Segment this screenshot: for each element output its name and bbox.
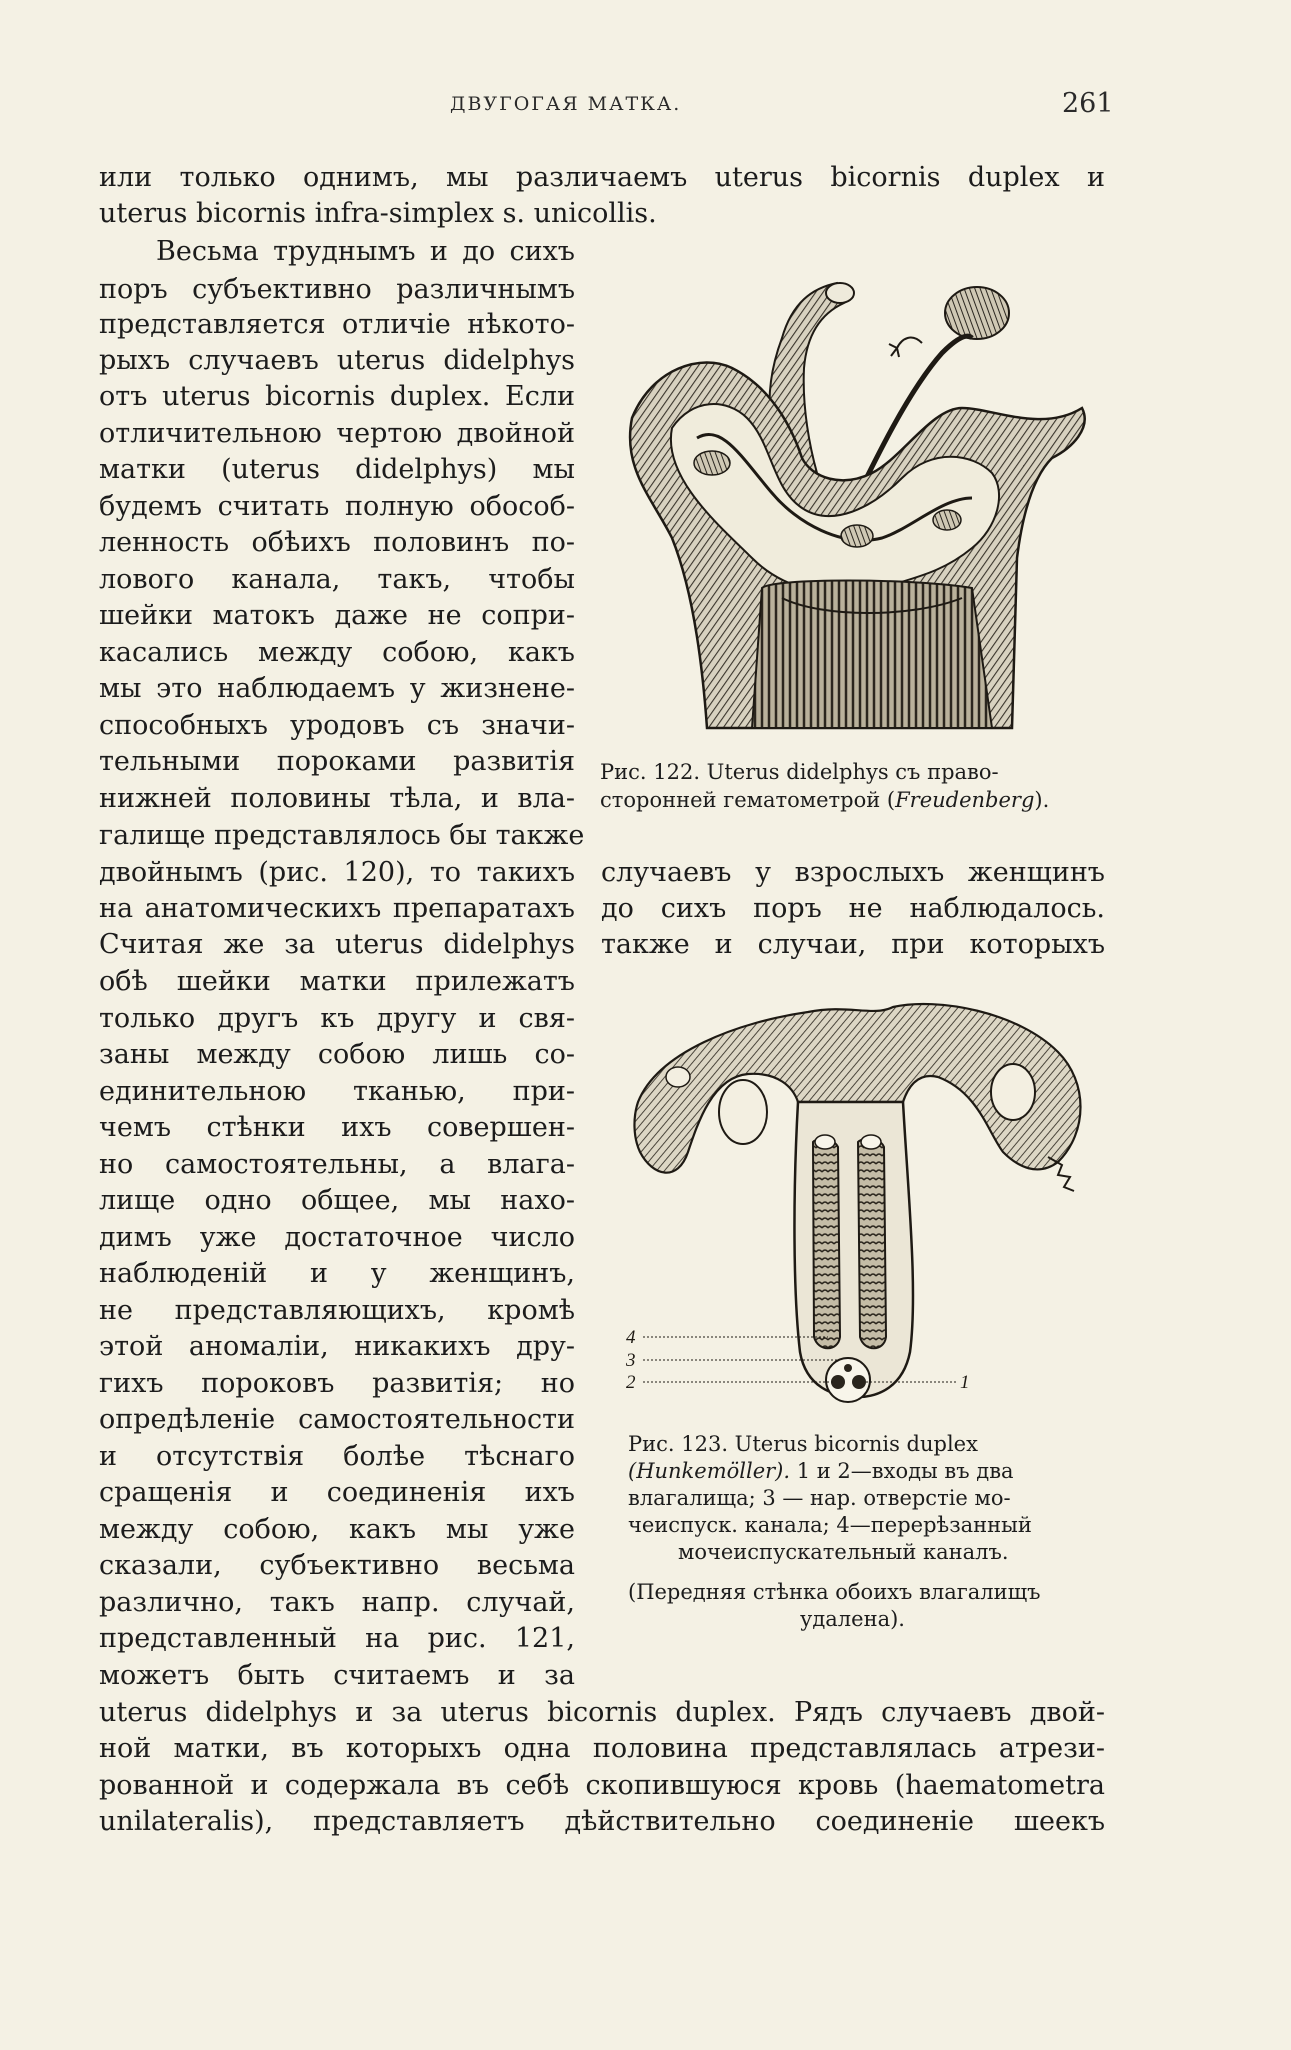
text-line: двойнымъ (рис. 120), то такихъ xyxy=(99,857,575,888)
text-line: до сихъ поръ не наблюдалось. xyxy=(601,893,1105,924)
text-line: шейки матокъ даже не сопри- xyxy=(99,600,575,631)
figure-123-caption-line: чеиспуск. канала; 4—перерѣзанный xyxy=(628,1513,1032,1537)
text-line: рованной и содержала въ себѣ скопившуюся кровь (haematometra xyxy=(99,1770,1105,1801)
text-line: мы это наблюдаемъ у жизнене- xyxy=(99,673,575,704)
figure-123-caption-line: влагалища; 3 — нар. отверстіе мо- xyxy=(628,1486,1011,1510)
text-line: ленность обѣихъ половинъ по- xyxy=(99,527,575,558)
text-line: только другъ къ другу и свя- xyxy=(99,1003,575,1034)
text-line: лового канала, такъ, чтобы xyxy=(99,564,575,595)
text-line: этой аномаліи, никакихъ дру- xyxy=(99,1331,575,1362)
text-line: опредѣленіе самостоятельности xyxy=(99,1404,575,1435)
text-line: единительною тканью, при- xyxy=(99,1076,575,1107)
text-line: не представляющихъ, кромѣ xyxy=(99,1295,575,1326)
text-line: наблюденій и у женщинъ, xyxy=(99,1258,575,1289)
figure-123-label-3: 3 xyxy=(626,1350,636,1371)
figure-123-caption-line xyxy=(628,1457,1014,1485)
figure-122-illustration xyxy=(612,258,1112,733)
figure-123-author: (Hunkemöller). xyxy=(628,1459,791,1483)
figure-123-note-line: удалена). xyxy=(800,1607,905,1631)
text-line: димъ уже достаточное число xyxy=(99,1222,575,1253)
figure-123-label-1: 1 xyxy=(960,1372,970,1393)
figure-122-author: Freudenberg xyxy=(895,788,1035,812)
figure-123-label-4: 4 xyxy=(626,1327,636,1348)
figure-122-caption-text: сторонней гематометрой ( xyxy=(600,788,896,812)
figure-123-caption-line: мочеиспускательный каналъ. xyxy=(678,1540,1009,1564)
text-line: представляется отличіе нѣкото- xyxy=(99,309,575,340)
text-line: случаевъ у взрослыхъ женщинъ xyxy=(601,857,1105,888)
text-line: будемъ считать полную обособ- xyxy=(99,491,575,522)
figure-123-caption-text: 1 и 2—входы въ два xyxy=(790,1459,1014,1483)
text-line: заны между собою лишь со- xyxy=(99,1039,575,1070)
text-line: способныхъ уродовъ съ значи- xyxy=(99,710,575,741)
text-line: uterus didelphys и за uterus bicornis duplex. Рядъ случаевъ двой- xyxy=(99,1697,1105,1728)
text-line: касались между собою, какъ xyxy=(99,637,575,668)
text-line: можетъ быть считаемъ и за xyxy=(99,1660,575,1691)
text-line: тельными пороками развитія xyxy=(99,746,575,777)
text-line: но самостоятельны, а влага- xyxy=(99,1149,575,1180)
text-line: гихъ пороковъ развитія; но xyxy=(99,1368,575,1399)
text-line: сращенія и соединенія ихъ xyxy=(99,1477,575,1508)
text-line: галище представлялось бы также xyxy=(99,820,585,851)
figure-123-illustration xyxy=(618,992,1103,1422)
text-line: представленный на рис. 121, xyxy=(99,1623,575,1654)
text-line: между собою, какъ мы уже xyxy=(99,1514,575,1545)
text-line: unilateralis), представляетъ дѣйствительно соединеніе шеекъ xyxy=(99,1806,1105,1837)
text-line: и отсутствія болѣе тѣснаго xyxy=(99,1441,575,1472)
running-head: ДВУГОГАЯ МАТКА. xyxy=(450,93,682,115)
figure-122-caption-line xyxy=(600,786,1049,814)
text-line: чемъ стѣнки ихъ совершен- xyxy=(99,1112,575,1143)
text-line: обѣ шейки матки прилежатъ xyxy=(99,966,575,997)
text-line: нижней половины тѣла, и вла- xyxy=(99,783,575,814)
figure-123-note-line: (Передняя стѣнка обоихъ влагалищъ xyxy=(628,1580,1041,1604)
paragraph-start: Весьма труднымъ и до сихъ xyxy=(156,236,575,267)
text-line: также и случаи, при которыхъ xyxy=(601,929,1105,960)
text-line: различно, такъ напр. случай, xyxy=(99,1587,575,1618)
page-number: 261 xyxy=(1062,88,1114,119)
figure-122-caption-line: Рис. 122. Uterus didelphys съ право- xyxy=(600,760,999,784)
text-line: ной матки, въ которыхъ одна половина представлялась атрези- xyxy=(99,1733,1105,1764)
figure-122-caption-end: ). xyxy=(1034,788,1050,812)
text-line: Считая же за uterus didelphys xyxy=(99,929,575,960)
text-line: на анатомическихъ препаратахъ xyxy=(99,893,575,924)
text-line: матки (uterus didelphys) мы xyxy=(99,454,575,485)
text-line: или только однимъ, мы различаемъ uterus bicornis duplex и xyxy=(99,162,1105,193)
text-line: отличительною чертою двойной xyxy=(99,418,575,449)
text-line: сказали, субъективно весьма xyxy=(99,1550,575,1581)
figure-123-label-2: 2 xyxy=(626,1372,636,1393)
text-line: поръ субъективно различнымъ xyxy=(99,274,575,305)
text-line: рыхъ случаевъ uterus didelphys xyxy=(99,345,575,376)
text-line: отъ uterus bicornis duplex. Если xyxy=(99,381,575,412)
figure-123-caption-line: Рис. 123. Uterus bicornis duplex xyxy=(628,1432,978,1456)
text-line: uterus bicornis infra-simplex s. unicollis. xyxy=(99,198,657,229)
text-line: лище одно общее, мы нахо- xyxy=(99,1185,575,1216)
